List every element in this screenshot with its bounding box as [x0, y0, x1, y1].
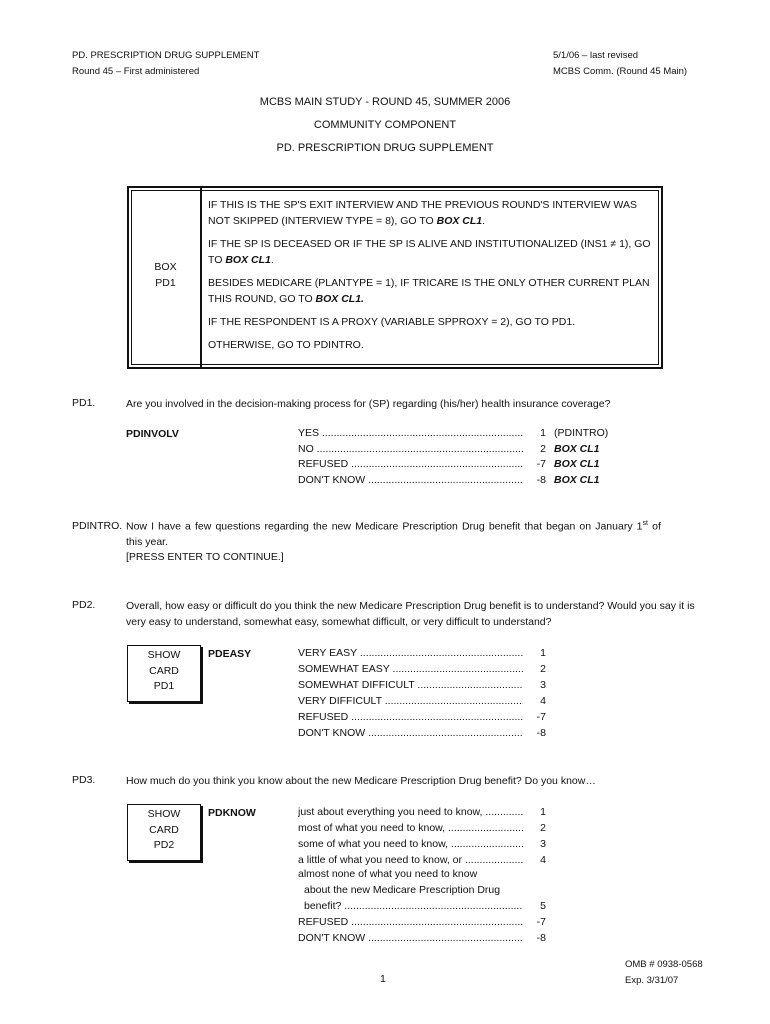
pdintro-line3: [PRESS ENTER TO CONTINUE.] — [126, 551, 284, 563]
pd1-option-yes[interactable]: YES ..... — [298, 427, 523, 439]
pd2-code-4: 4 — [540, 695, 546, 707]
pd2-code-dont-know: -8 — [536, 727, 546, 739]
pd2-option-1[interactable]: VERY EASY ..... — [298, 647, 523, 659]
pd2-code-1: 1 — [540, 647, 546, 659]
pd3-code-5: 5 — [540, 900, 546, 912]
pd1-dest-no: BOX CL1 — [554, 443, 600, 455]
pd2-code-2: 2 — [540, 663, 546, 675]
pd2-code-refused: -7 — [536, 711, 546, 723]
pd2-option-2[interactable]: SOMEWHAT EASY ..... — [298, 663, 523, 675]
pd3-code-refused: -7 — [536, 916, 546, 928]
box-instruction-1: IF THIS IS THE SP'S EXIT INTERVIEW AND THE PREVIOUS ROUND'S INTERVIEW WAS NOT SKIPPED (INTERVIEW TYPE = 8), GO TO BOX CL1. — [208, 199, 637, 227]
header-right-line2: MCBS Comm. (Round 45 Main) — [553, 66, 688, 77]
pd1-code-yes: 1 — [540, 427, 546, 439]
pd3-question: How much do you think you know about the new Medicare Prescription Drug benefit? Do you know… — [126, 775, 596, 787]
pd3-code-1: 1 — [540, 806, 546, 818]
pd2-option-3[interactable]: SOMEWHAT DIFFICULT ..... — [298, 679, 523, 691]
pd2-option-dont-know[interactable]: DON'T KNOW ..... — [298, 727, 523, 739]
pd3-option-5-line1: almost none of what you need to know — [298, 868, 478, 880]
pd1-label: PD1. — [72, 397, 96, 409]
pd2-option-4[interactable]: VERY DIFFICULT ..... — [298, 695, 523, 707]
pdintro-line2: this year. — [126, 536, 169, 548]
pd1-dest-refused: BOX CL1 — [554, 458, 600, 470]
pd2-card-line2: CARD — [149, 664, 179, 677]
pd2-card-line3: PD1 — [153, 680, 175, 692]
pd1-option-dont-know[interactable]: DON'T KNOW ..... — [298, 474, 523, 486]
pd3-code-3: 3 — [540, 838, 546, 850]
pd2-show-card — [127, 645, 201, 702]
pd2-variable: PDEASY — [208, 648, 252, 660]
box-pd1-divider — [200, 186, 202, 369]
pd2-question: Overall, how easy or difficult do you think the new Medicare Prescription Drug benefit is to understand? Would you say it is very easy to understand, somewhat easy, somewhat difficult, or very difficult to understand? — [126, 600, 695, 628]
pd1-code-no: 2 — [540, 443, 546, 455]
page-number: 1 — [380, 973, 386, 985]
pd1-code-dont-know: -8 — [536, 474, 546, 486]
pd3-option-1[interactable]: just about everything you need to know, ..... — [298, 806, 523, 818]
title-line3: PD. PRESCRIPTION DRUG SUPPLEMENT — [276, 142, 494, 154]
pd3-option-refused[interactable]: REFUSED ..... — [298, 916, 523, 928]
box-label-line2: PD1 — [155, 277, 176, 289]
pdintro-label: PDINTRO. — [72, 520, 123, 532]
title-line1: MCBS MAIN STUDY - ROUND 45, SUMMER 2006 — [259, 96, 511, 108]
omb-number: OMB # 0938-0568 — [625, 959, 703, 970]
pd3-code-2: 2 — [540, 822, 546, 834]
pd3-code-4: 4 — [540, 854, 546, 866]
box-instruction-5: OTHERWISE, GO TO PDINTRO. — [208, 339, 364, 351]
pd3-label: PD3. — [72, 774, 96, 786]
pd3-option-5-line2: about the new Medicare Prescription Drug — [304, 884, 501, 896]
pd2-option-refused[interactable]: REFUSED ..... — [298, 711, 523, 723]
box-instruction-3: BESIDES MEDICARE (PLANTYPE = 1), IF TRICARE IS THE ONLY OTHER CURRENT PLAN THIS ROUND, GO TO BOX CL1. — [208, 277, 650, 305]
pd3-option-dont-know[interactable]: DON'T KNOW ..... — [298, 932, 523, 944]
pdintro-text: Now I have a few questions regarding the new Medicare Prescription Drug benefit that began on January 1st of — [126, 520, 661, 533]
pd1-option-no[interactable]: NO ..... — [298, 443, 523, 455]
pd1-dest-dont-know: BOX CL1 — [554, 474, 600, 486]
expiration-date: Exp. 3/31/07 — [625, 975, 679, 986]
pd3-code-dont-know: -8 — [536, 932, 546, 944]
header-right-line1: 5/1/06 – last revised — [553, 50, 639, 61]
pd2-card-line1: SHOW — [147, 649, 181, 661]
box-label-line1: BOX — [154, 261, 177, 273]
pd1-option-refused[interactable]: REFUSED ..... — [298, 458, 523, 470]
pd3-card-line2: CARD — [149, 823, 179, 836]
pd3-option-2[interactable]: most of what you need to know, ..... — [298, 822, 523, 834]
header-left-line2: Round 45 – First administered — [72, 66, 200, 77]
pd3-option-3[interactable]: some of what you need to know, ..... — [298, 838, 523, 850]
pd1-variable: PDINVOLV — [126, 428, 179, 440]
pd3-option-4[interactable]: a little of what you need to know, or ..... — [298, 854, 523, 866]
pd1-code-refused: -7 — [536, 458, 546, 470]
pd3-card-line3: PD2 — [153, 839, 175, 851]
pd3-option-5[interactable]: benefit? ..... — [304, 900, 523, 912]
pd2-label: PD2. — [72, 599, 96, 611]
pd3-variable: PDKNOW — [208, 807, 256, 819]
box-instruction-4: IF THE RESPONDENT IS A PROXY (VARIABLE SPPROXY = 2), GO TO PD1. — [208, 316, 576, 328]
pd3-show-card — [127, 804, 201, 861]
pd1-question: Are you involved in the decision-making process for (SP) regarding (his/her) health insurance coverage? — [126, 398, 611, 410]
pd1-dest-yes: (PDINTRO) — [554, 427, 609, 439]
header-left-line1: PD. PRESCRIPTION DRUG SUPPLEMENT — [72, 50, 260, 61]
pd2-code-3: 3 — [540, 679, 546, 691]
pd3-card-line1: SHOW — [147, 808, 181, 820]
title-line2: COMMUNITY COMPONENT — [313, 119, 457, 131]
box-instruction-2: IF THE SP IS DECEASED OR IF THE SP IS ALIVE AND INSTITUTIONALIZED (INS1 ≠ 1), GO TO BOX CL1. — [208, 238, 651, 266]
